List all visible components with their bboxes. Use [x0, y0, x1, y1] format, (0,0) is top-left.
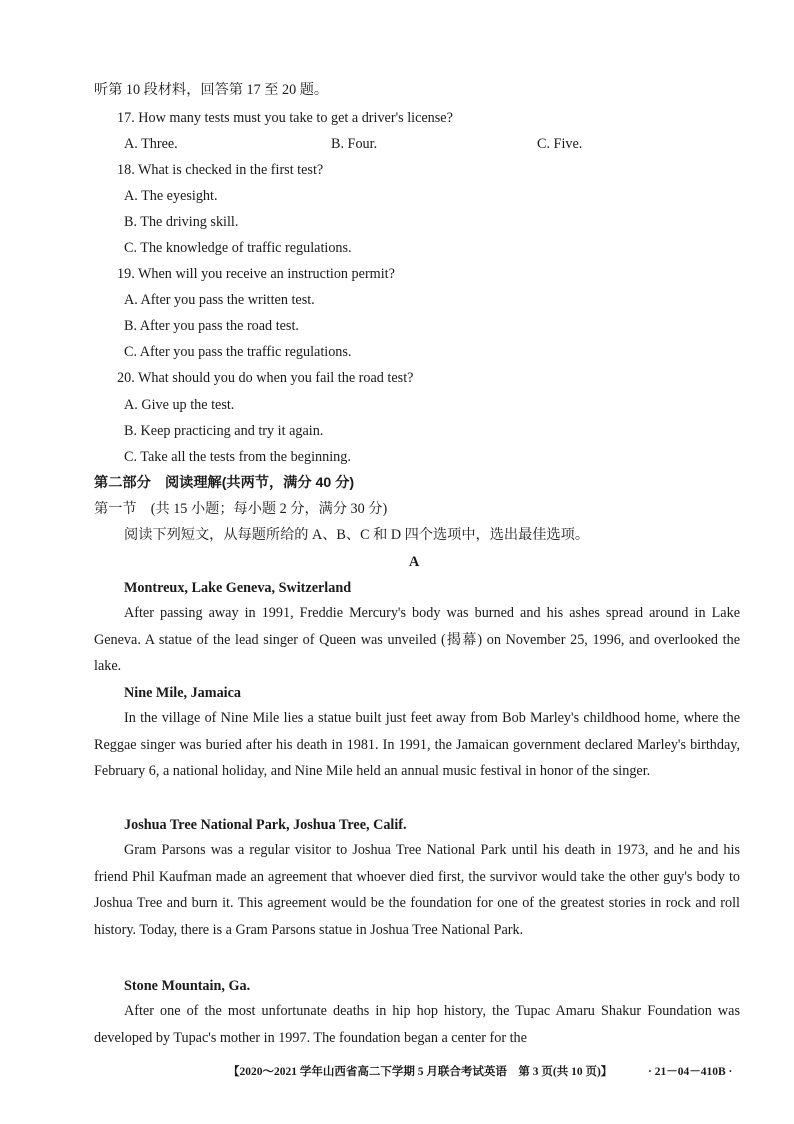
question-20-stem: 20. What should you do when you fail the road test?: [117, 370, 414, 386]
question-20-option-c: C. Take all the tests from the beginning.: [124, 449, 351, 465]
entry-body-stone-mountain: After one of the most unfortunate deaths in hip hop history, the Tupac Amaru Shakur Foundation was developed by Tupac's mother in 1997. The foundation began a center for the: [94, 1003, 740, 1046]
question-17-option-c: C. Five.: [537, 136, 583, 152]
question-17-stem: 17. How many tests must you take to get a driver's license?: [117, 110, 453, 126]
reading-instruction: 阅读下列短文，从每题所给的 A、B、C 和 D 四个选项中，选出最佳选项。: [124, 527, 590, 543]
question-17-option-b: B. Four.: [331, 136, 378, 152]
subsection-one-title: 第一节 (共 15 小题；每小题 2 分，满分 30 分): [94, 501, 388, 517]
question-18-option-b: B. The driving skill.: [124, 214, 239, 230]
question-19-option-c: C. After you pass the traffic regulations.: [124, 344, 352, 360]
entry-heading-montreux: Montreux, Lake Geneva, Switzerland: [124, 580, 352, 596]
question-18-stem: 18. What is checked in the first test?: [117, 162, 324, 178]
part-two-title: 第二部分 阅读理解(共两节，满分 40 分): [94, 475, 355, 491]
entry-body-nine-mile: In the village of Nine Mile lies a statue built just feet away from Bob Marley's childhood home, where the Reggae singer was buried after his death in 1981. In 1991, the Jamaican government declared Marley's birthday, February 6, a national holiday, and Nine Mile held an annual music festival in honor of the singer.: [94, 710, 740, 780]
question-17-option-a: A. Three.: [124, 136, 178, 152]
question-18-option-c: C. The knowledge of traffic regulations.: [124, 240, 352, 256]
entry-heading-nine-mile: Nine Mile, Jamaica: [124, 685, 242, 701]
question-20-option-a: A. Give up the test.: [124, 397, 235, 413]
question-19-option-a: A. After you pass the written test.: [124, 292, 315, 308]
entry-heading-stone-mountain: Stone Mountain, Ga.: [124, 978, 251, 994]
entry-heading-joshua-tree: Joshua Tree National Park, Joshua Tree, Calif.: [124, 817, 407, 833]
question-18-option-a: A. The eyesight.: [124, 188, 218, 204]
passage-label: A: [409, 554, 420, 570]
question-19-option-b: B. After you pass the road test.: [124, 318, 299, 334]
listening-intro: 听第 10 段材料，回答第 17 至 20 题。: [94, 82, 329, 98]
footer-exam-title: 【2020～2021 学年山西省高二下学期 5 月联合考试英语 第 3 页(共 10 页)】: [228, 1066, 613, 1078]
question-20-option-b: B. Keep practicing and try it again.: [124, 423, 324, 439]
entry-body-montreux: After passing away in 1991, Freddie Mercury's body was burned and his ashes spread around in Lake Geneva. A statue of the lead singer of Queen was unveiled (揭幕) on November 25, 1996, and overlooked the lake.: [94, 605, 740, 675]
footer-code: · 21－04－410B ·: [648, 1066, 733, 1078]
entry-body-joshua-tree: Gram Parsons was a regular visitor to Joshua Tree National Park until his death in 1973, and he and his friend Phil Kaufman made an agreement that whoever died first, the survivor would take the other guy's body to Joshua Tree and burn it. This agreement would be the foundation for one of the greatest stories in rock and roll history. Today, there is a Gram Parsons statue in Joshua Tree National Park.: [94, 842, 740, 939]
question-19-stem: 19. When will you receive an instruction permit?: [117, 266, 395, 282]
